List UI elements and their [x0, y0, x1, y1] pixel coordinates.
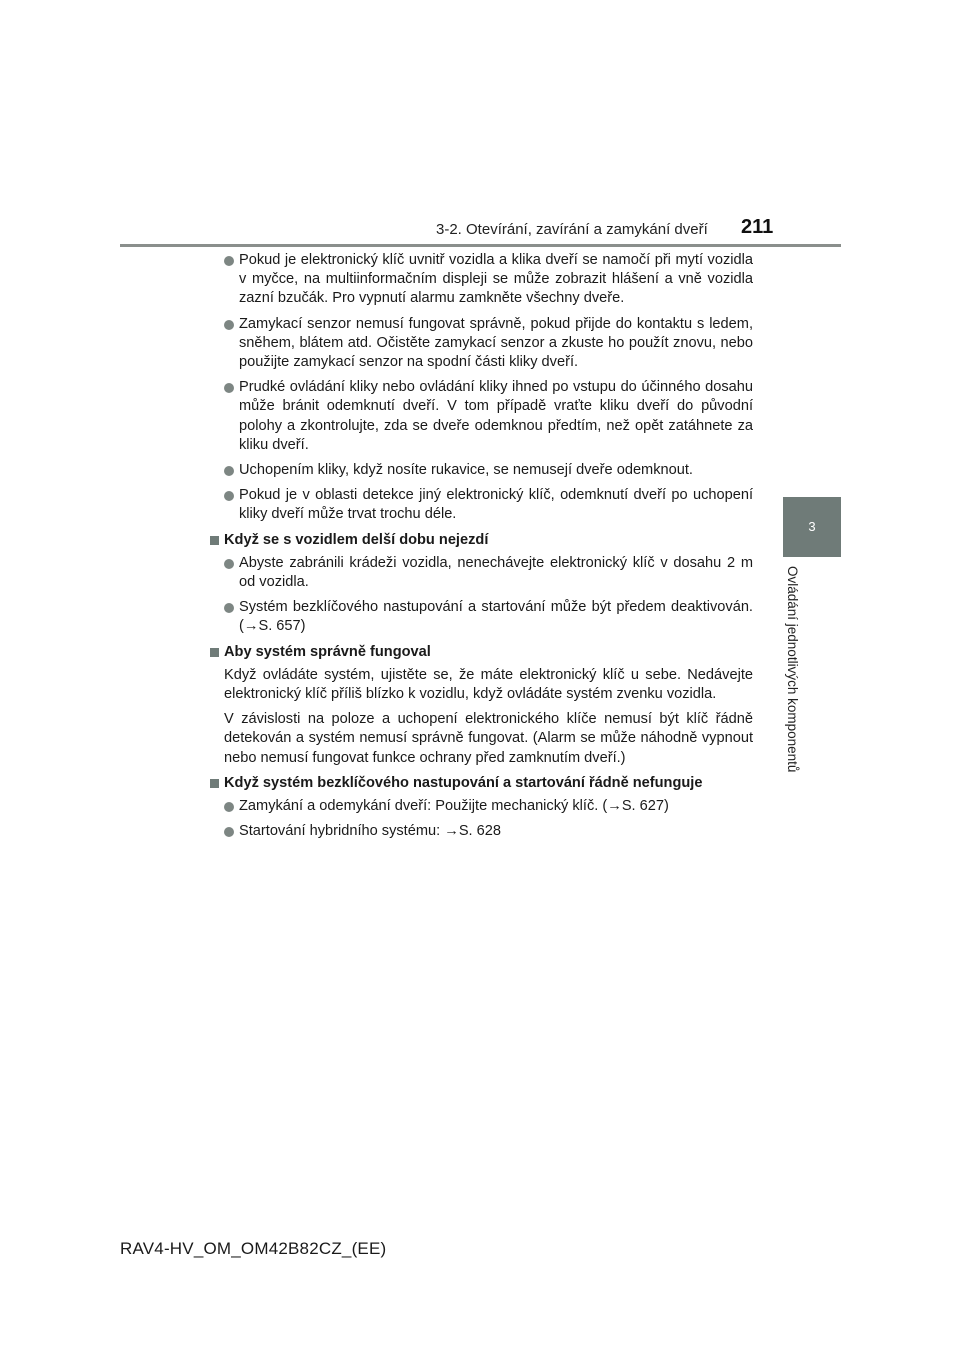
paragraph: V závislosti na poloze a uchopení elektronického klíče nemusí být klíč řádně detekován a systém nemusí správně fungovat. (Alarm se může náhodně vypnout nebo nemusí fungovat funkce ochrany před zamknutím dveří.)	[224, 711, 753, 766]
bullet-text: Startování hybridního systému: →S. 628	[239, 823, 502, 840]
page-header-title: 3-2. Otevírání, zavírání a zamykání dveří	[436, 221, 708, 238]
chapter-side-label: Ovládání jednotlivých komponentů	[785, 566, 800, 773]
bullet-item	[210, 598, 753, 636]
section-heading	[210, 531, 753, 550]
section-heading-text: Když systém bezklíčového nastupování a startování řádně nefunguje	[224, 774, 703, 791]
bullet-item	[210, 486, 753, 524]
bullet-dot-icon	[224, 320, 234, 330]
bullet-item	[210, 822, 753, 841]
page-number: 211	[741, 216, 774, 238]
bullet-dot-icon	[224, 802, 234, 812]
paragraph: Když ovládáte systém, ujistěte se, že máte elektronický klíč u sebe. Nedávejte elektronický klíč příliš blízko k vozidlu, když ovládáte systém zvenku vozidla.	[224, 666, 753, 703]
section-square-icon	[210, 779, 219, 788]
chapter-tab-number: 3	[808, 519, 816, 534]
bullet-text: Pokud je elektronický klíč uvnitř vozidla a klika dveří se namočí při mytí vozidla v myčce, na multiinformačním displeji se může zobrazit hlášení a vně vozidla zazní bzučák. Pro vypnutí alarmu zamkněte všechny dveře.	[239, 252, 753, 307]
bullet-text: Pokud je v oblasti detekce jiný elektronický klíč, odemknutí dveří po uchopení kliky dveří může trvat trochu déle.	[239, 487, 753, 523]
section-square-icon	[210, 536, 219, 545]
bullet-text: Prudké ovládání kliky nebo ovládání kliky ihned po vstupu do účinného dosahu může bránit odemknutí dveří. V tom případě vraťte kliku dveří do původní polohy a zkontrolujte, zda se dveře odemknou předtím, než opět zatáhnete za kliku dveří.	[239, 379, 753, 453]
bullet-dot-icon	[224, 603, 234, 613]
section-heading	[210, 774, 753, 793]
bullet-text: Zamykací senzor nemusí fungovat správně, pokud přijde do kontaktu s ledem, sněhem, blátem atd. Očistěte zamykací senzor a zkuste ho použít znovu, nebo použijte zamykací senzor na spodní části kliky dveří.	[239, 315, 753, 371]
bullet-dot-icon	[224, 559, 234, 569]
bullet-item	[210, 251, 753, 309]
bullet-item	[210, 378, 753, 455]
bullet-dot-icon	[224, 256, 234, 266]
bullet-dot-icon	[224, 466, 234, 476]
page-content	[210, 251, 753, 847]
bullet-item	[210, 461, 753, 480]
section-square-icon	[210, 648, 219, 657]
section-heading-text: Když se s vozidlem delší dobu nejezdí	[224, 531, 489, 548]
bullet-item	[210, 315, 753, 373]
footer-document-code: RAV4-HV_OM_OM42B82CZ_(EE)	[120, 1239, 387, 1258]
bullet-dot-icon	[224, 827, 234, 837]
bullet-item	[210, 797, 753, 816]
header-divider	[120, 244, 841, 247]
bullet-text: Systém bezklíčového nastupování a startování může být předem deaktivován. (→S. 657)	[239, 599, 753, 635]
bullet-text: Uchopením kliky, když nosíte rukavice, se nemusejí dveře odemknout.	[239, 462, 693, 479]
section-heading	[210, 643, 753, 662]
bullet-text: Zamykání a odemykání dveří: Použijte mechanický klíč. (→S. 627)	[239, 798, 669, 815]
bullet-text: Abyste zabránili krádeži vozidla, nenechávejte elektronický klíč v dosahu 2 m od vozidla.	[239, 554, 753, 591]
section-heading-text: Aby systém správně fungoval	[224, 643, 431, 660]
bullet-dot-icon	[224, 491, 234, 501]
bullet-dot-icon	[224, 383, 234, 393]
bullet-item	[210, 554, 753, 592]
